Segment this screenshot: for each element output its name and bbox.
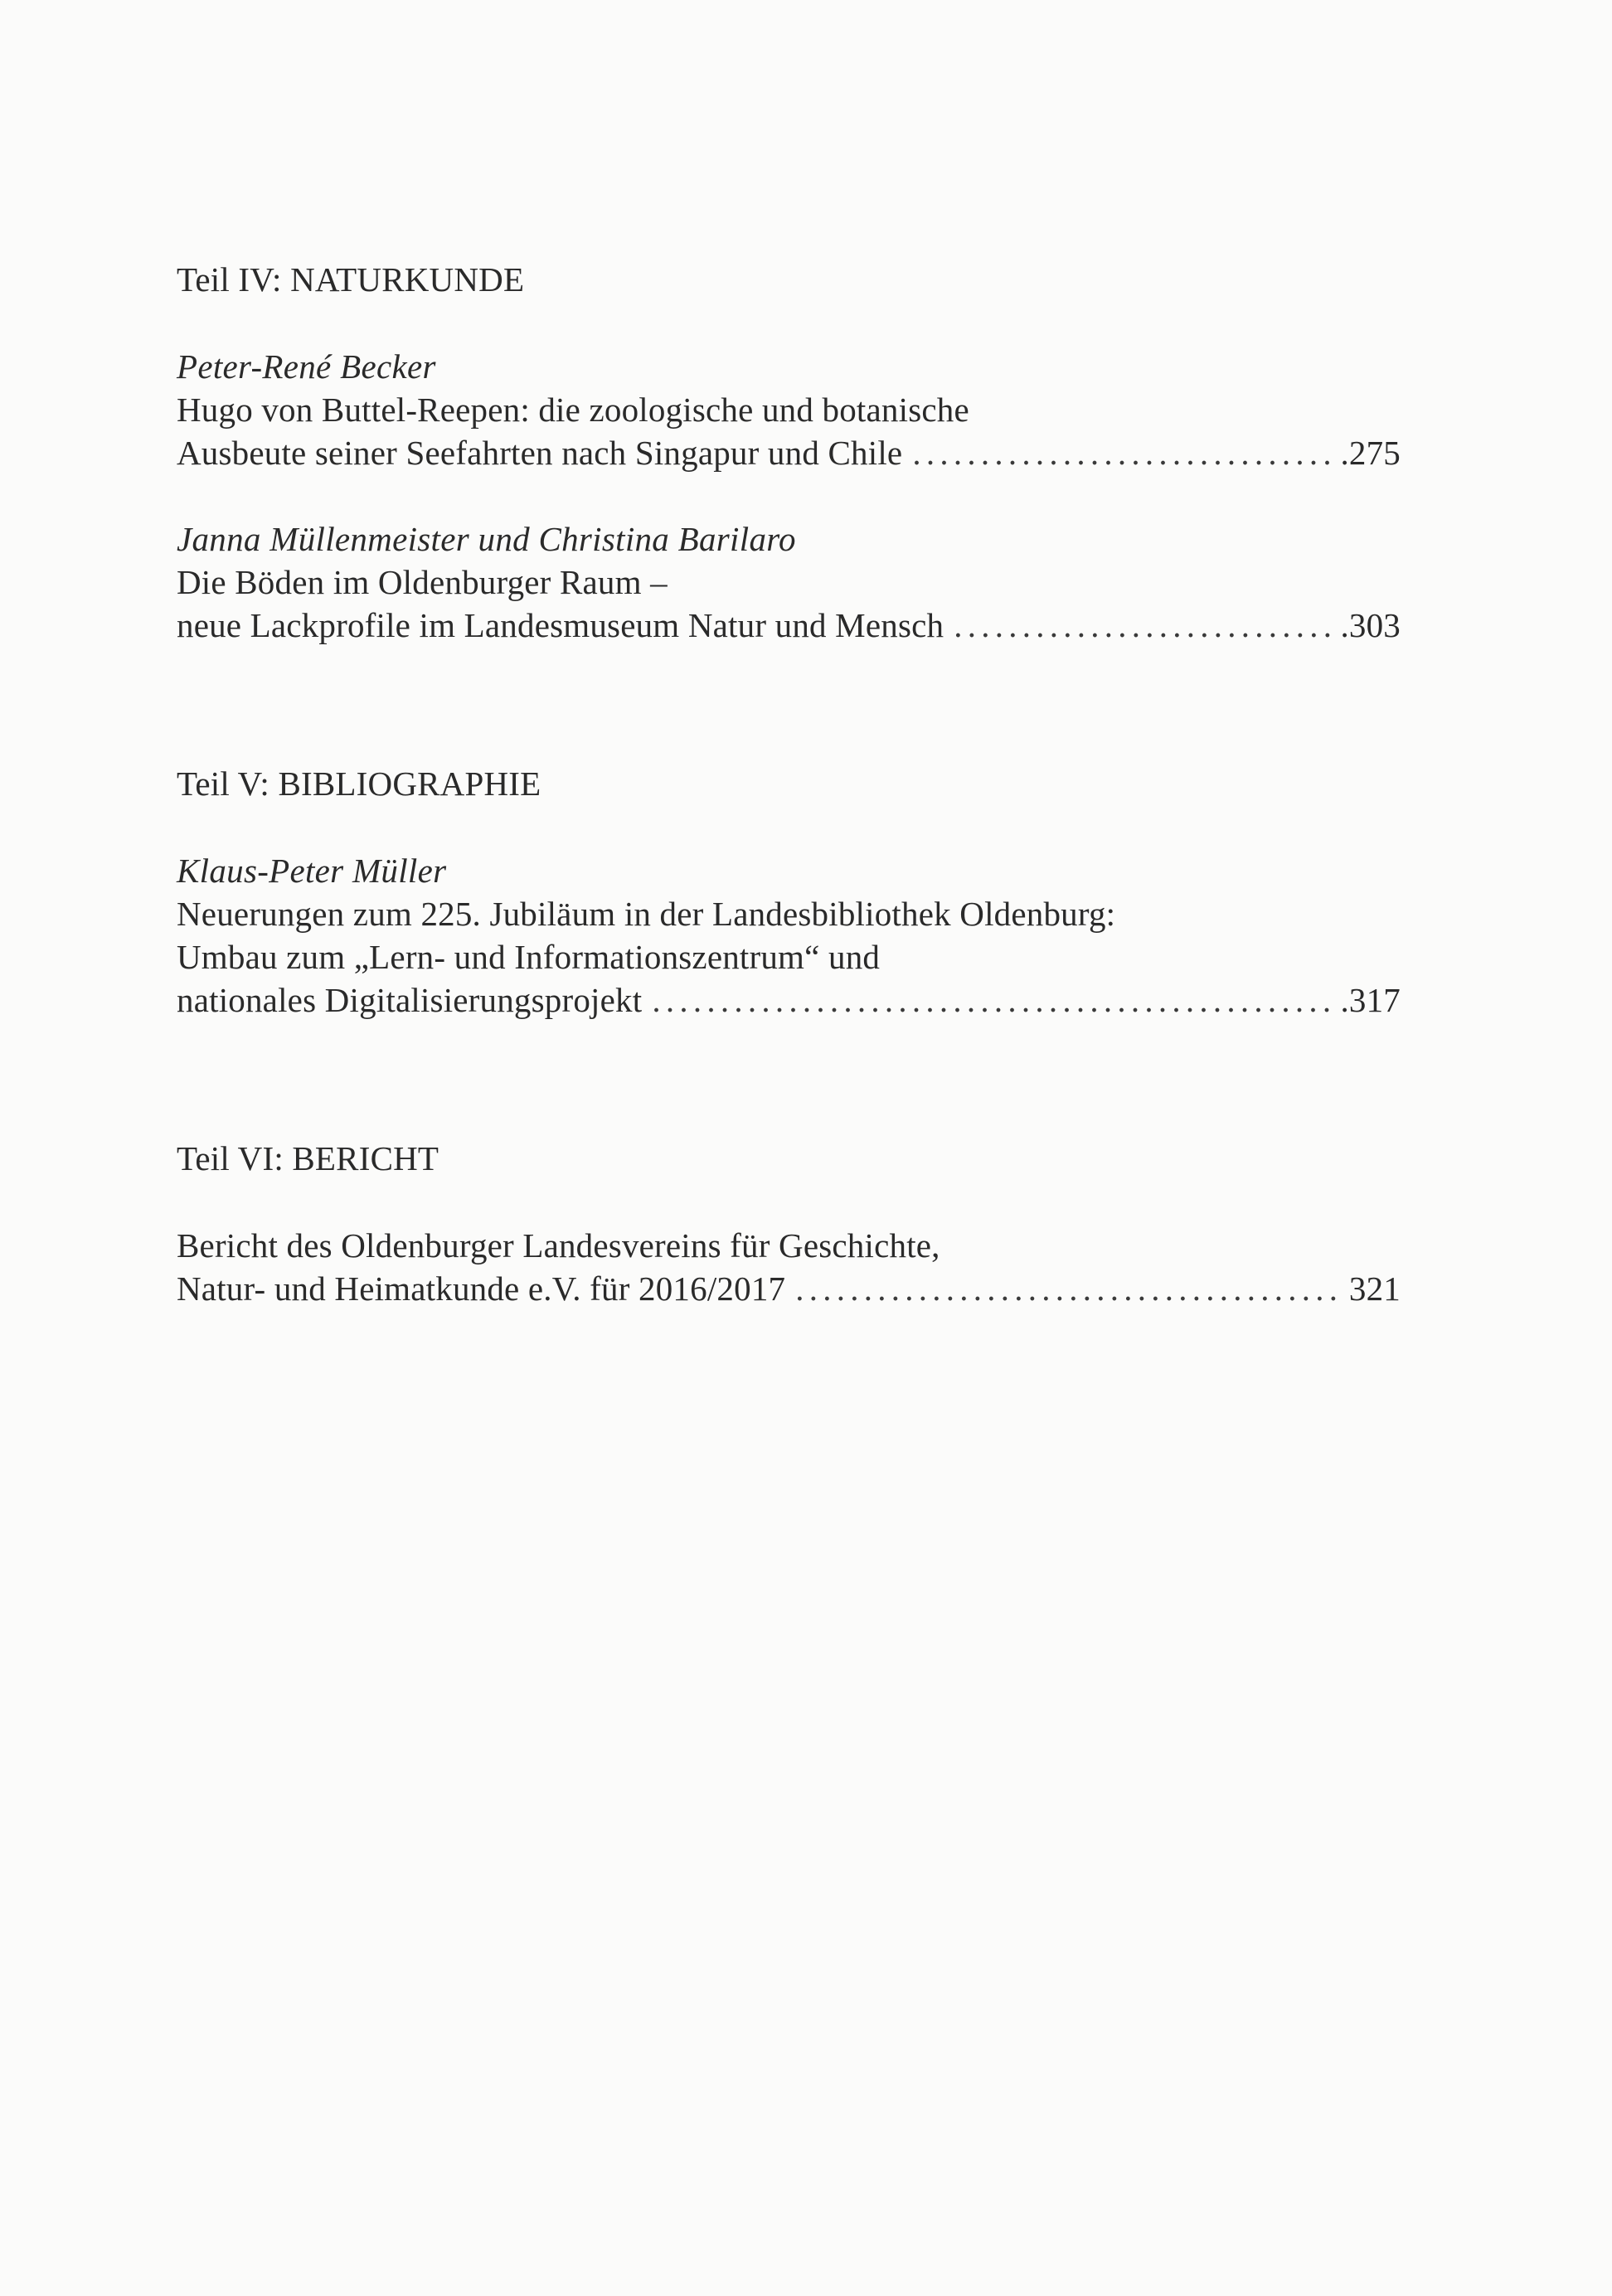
section-title: Teil V: BIBLIOGRAPHIE — [177, 765, 541, 803]
toc-section-bibliographie — [177, 761, 1401, 1022]
entry-title-line: Bericht des Oldenburger Landesvereins für Geschichte, — [177, 1226, 940, 1264]
page-number: .275 — [1340, 434, 1401, 472]
toc-entry — [177, 849, 1401, 1022]
entry-title-line: Die Böden im Oldenburger Raum – — [177, 563, 668, 601]
toc-section-naturkunde — [177, 257, 1401, 647]
entry-title-line: Umbau zum „Lern- und Informationszentrum“ und — [177, 938, 881, 976]
page-number: .317 — [1340, 981, 1401, 1019]
dot-leader — [652, 978, 1335, 1022]
entry-author: Klaus-Peter Müller — [177, 852, 447, 890]
page-number: 321 — [1348, 1269, 1401, 1308]
section-title: Teil VI: BERICHT — [177, 1139, 439, 1177]
entry-title-line: Hugo von Buttel-Reepen: die zoologische und botanische — [177, 391, 969, 429]
entry-title-last-line — [177, 978, 1401, 1022]
entry-title-last-line — [177, 604, 1401, 647]
table-of-contents — [177, 257, 1401, 1310]
toc-section-bericht — [177, 1136, 1401, 1310]
toc-entry — [177, 517, 1401, 647]
entry-author: Peter-René Becker — [177, 347, 436, 386]
entry-author: Janna Müllenmeister und Christina Barilaro — [177, 520, 796, 558]
dot-leader — [795, 1267, 1344, 1310]
entry-title-text: Natur- und Heimatkunde e.V. für 2016/2017 — [177, 1269, 786, 1308]
entry-title-text: neue Lackprofile im Landesmuseum Natur und Mensch — [177, 606, 944, 644]
toc-entry — [177, 345, 1401, 474]
entry-title-last-line — [177, 431, 1401, 474]
page-number: .303 — [1340, 606, 1401, 644]
entry-title-text: nationales Digitalisierungsprojekt — [177, 981, 643, 1019]
entry-title-last-line — [177, 1267, 1401, 1310]
toc-entry — [177, 1224, 1401, 1310]
entry-title-line: Neuerungen zum 225. Jubiläum in der Landesbibliothek Oldenburg: — [177, 895, 1116, 933]
entry-title-text: Ausbeute seiner Seefahrten nach Singapur und Chile — [177, 434, 903, 472]
dot-leader — [912, 431, 1335, 474]
dot-leader — [954, 604, 1335, 647]
section-title: Teil IV: NATURKUNDE — [177, 260, 525, 299]
